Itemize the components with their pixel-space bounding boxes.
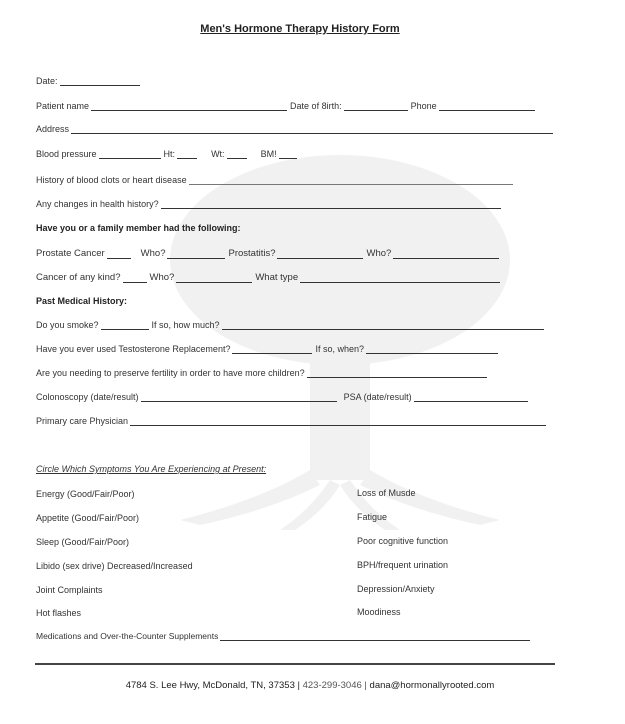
prostate-cancer-label: Prostate Cancer xyxy=(36,248,105,259)
who-label-2: Who? xyxy=(366,248,392,259)
when-label: If so, when? xyxy=(315,344,364,354)
testosterone-row xyxy=(36,344,501,354)
cancer-any-field[interactable] xyxy=(123,273,147,283)
prostate-row xyxy=(36,248,502,259)
symptom-right[interactable]: Moodiness xyxy=(357,607,401,617)
testosterone-label: Have you ever used Testosterone Replacement? xyxy=(36,344,231,354)
form-title: Men's Hormone Therapy History Form xyxy=(200,23,400,35)
health-changes-row xyxy=(36,199,504,209)
symptom-left[interactable]: Energy (Good/Fair/Poor) xyxy=(36,489,135,499)
blood-pressure-field[interactable] xyxy=(99,149,161,159)
blood-pressure-label: Blood pressure xyxy=(36,149,97,159)
how-much-label: If so, how much? xyxy=(151,320,220,330)
blood-clots-field[interactable] xyxy=(189,175,513,185)
smoke-field[interactable] xyxy=(101,320,149,330)
symptom-right[interactable]: BPH/frequent urination xyxy=(357,560,449,570)
address-label: Address xyxy=(36,124,70,134)
colonoscopy-field[interactable] xyxy=(141,392,337,402)
who-field-2[interactable] xyxy=(393,249,499,259)
fertility-label: Are you needing to preserve fertility in order to have more children? xyxy=(36,368,305,378)
smoke-label: Do you smoke? xyxy=(36,320,99,330)
date-label: Date: xyxy=(36,76,58,86)
psa-label: PSA (date/result) xyxy=(343,392,412,402)
fertility-field[interactable] xyxy=(307,368,487,378)
physician-field[interactable] xyxy=(130,416,546,426)
colonoscopy-label: Colonoscopy (date/result) xyxy=(36,392,139,402)
health-changes-label: Any changes in health history? xyxy=(36,199,159,209)
patient-name-field[interactable] xyxy=(91,101,287,111)
footer-address: 4784 S. Lee Hwy, McDonald, TN, 37353 xyxy=(125,680,295,691)
dob-field[interactable] xyxy=(344,101,408,111)
family-history-heading xyxy=(36,223,241,233)
symptom-right[interactable]: Loss of Musde xyxy=(357,488,416,498)
blood-clots-label: History of blood clots or heart disease xyxy=(36,175,187,185)
fertility-row xyxy=(36,368,490,378)
patient-name-label: Patient name xyxy=(36,101,90,111)
footer-separator: | xyxy=(297,680,300,691)
footer-email[interactable]: dana@hormonallyrooted.com xyxy=(369,680,495,691)
health-changes-field[interactable] xyxy=(161,199,501,209)
testosterone-field[interactable] xyxy=(232,344,312,354)
smoke-row xyxy=(36,320,547,330)
symptom-left[interactable]: Joint Complaints xyxy=(36,585,103,595)
cancer-any-label: Cancer of any kind? xyxy=(36,272,121,283)
who-label-3: Who? xyxy=(149,272,175,283)
what-type-label: What type xyxy=(255,272,299,283)
patient-row xyxy=(36,101,538,111)
symptom-left[interactable]: Appetite (Good/Fair/Poor) xyxy=(36,513,140,523)
who-field-3[interactable] xyxy=(176,273,252,283)
past-medical-heading xyxy=(36,296,127,306)
symptom-left[interactable]: Libido (sex drive) Decreased/Increased xyxy=(36,561,193,571)
physician-label: Primary care Physician xyxy=(36,416,129,426)
screening-row xyxy=(36,392,531,402)
bmi-field[interactable] xyxy=(279,149,297,159)
how-much-field[interactable] xyxy=(222,320,544,330)
prostatitis-field[interactable] xyxy=(277,249,363,259)
physician-row xyxy=(36,416,549,426)
symptom-right[interactable]: Poor cognitive function xyxy=(357,536,449,546)
what-type-field[interactable] xyxy=(300,273,500,283)
when-field[interactable] xyxy=(366,344,498,354)
symptom-left[interactable]: Hot flashes xyxy=(36,608,82,618)
phone-field[interactable] xyxy=(439,101,535,111)
symptom-right[interactable]: Depression/Anxiety xyxy=(357,584,435,594)
footer-separator: | xyxy=(364,680,367,691)
phone-label: Phone xyxy=(410,101,437,111)
psa-field[interactable] xyxy=(414,392,528,402)
date-field[interactable] xyxy=(60,76,140,86)
footer-phone: 423-299-3046 xyxy=(302,680,362,691)
ht-field[interactable] xyxy=(177,149,197,159)
past-medical-heading-text: Past Medical History: xyxy=(36,296,128,306)
who-field-1[interactable] xyxy=(167,249,225,259)
prostatitis-label: Prostatitis? xyxy=(228,248,276,259)
cancer-row xyxy=(36,272,503,283)
wt-field[interactable] xyxy=(227,149,247,159)
bmi-label: BM! xyxy=(260,149,277,159)
who-label-1: Who? xyxy=(140,248,166,259)
blood-clots-row xyxy=(36,175,516,185)
wt-label: Wt: xyxy=(211,149,225,159)
divider-line xyxy=(35,663,555,665)
footer xyxy=(0,680,620,691)
medications-label: Medications and Over-the-Counter Supplements xyxy=(36,631,219,641)
family-history-heading-text: Have you or a family member had the following: xyxy=(36,223,241,233)
vitals-row xyxy=(36,149,300,159)
ht-label: Ht: xyxy=(163,149,176,159)
date-row xyxy=(36,76,143,86)
medications-row xyxy=(36,631,533,641)
prostate-cancer-field[interactable] xyxy=(107,249,131,259)
address-row xyxy=(36,124,556,134)
symptoms-heading: Circle Which Symptoms You Are Experiencing at Present: xyxy=(36,464,267,474)
address-field[interactable] xyxy=(71,124,553,134)
dob-label: Date of 8irth: xyxy=(290,101,342,111)
symptom-right[interactable]: Fatigue xyxy=(357,512,388,522)
symptom-left[interactable]: Sleep (Good/Fair/Poor) xyxy=(36,537,130,547)
medications-field[interactable] xyxy=(220,631,530,641)
